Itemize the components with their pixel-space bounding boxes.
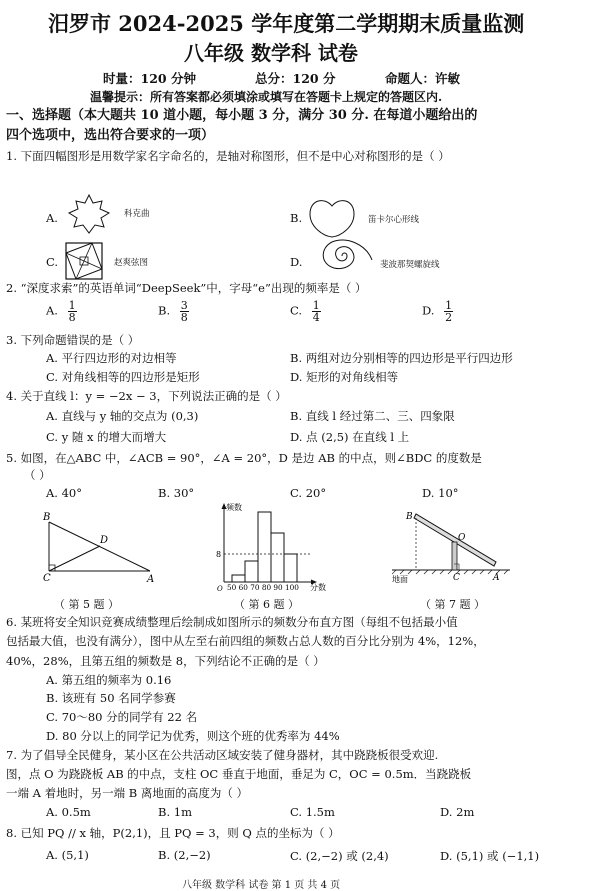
q8-stem: 8. 已知 PQ // x 轴，P(2,1)，且 PQ = 3，则 Q 点的坐标为（ ） [6,826,340,840]
exam-title: 汨罗市 2024-2025 学年度第二学期期末质量监测 [48,11,525,36]
hist-origin: O [217,585,223,593]
q3-option-c: C. 对角线相等的四边形是矩形 [46,370,200,384]
q2-option-d-fraction: $\frac{1}{2}$ [445,299,453,324]
section-heading-line2: 四个选项中，选出符合要求的一项） [6,128,215,143]
section-heading-line1: 一、选择题（本大题共 10 道小题，每小题 3 分，满分 30 分. 在每道小题给出的 [6,108,478,123]
hist-x-ticks: 50 60 70 80 90 100 [227,583,299,592]
q5-option-c: C. 20° [290,486,327,500]
figure-7-caption: （ 第 7 题 ） [420,598,485,611]
q2-option-c [290,300,321,323]
q6-option-b: B. 该班有 50 名同学参赛 [46,691,176,705]
q6-line1: 6. 某班将安全知识竞赛成绩整理后绘制成如图所示的频数分布直方图（每组不包括最小值 [6,615,458,629]
q7-option-a: A. 0.5m [46,805,91,819]
exam-author: 命题人：许敏 [385,71,461,86]
fig5-label-a: A [147,574,155,585]
q8-option-c: C. (2,−2) 或 (2,4) [290,849,389,863]
q7-line2: 图，点 O 为跷跷板 AB 的中点，支柱 OC 垂直于地面，垂足为 C，OC = 0.5m．当跷跷板 [6,767,472,781]
q4-option-d: D. 点 (2,5) 在直线 l 上 [290,430,410,444]
q3-option-b: B. 两组对边分别相等的四边形是平行四边形 [290,351,513,365]
q8-option-b: B. (2,−2) [158,848,211,862]
hist-bar-70-80 [258,512,271,582]
fig5-label-d: D [100,535,109,546]
q6-option-a: A. 第五组的频率为 0.16 [46,673,172,687]
zhaoshuang-diagram-icon [64,241,106,281]
page-footer: 八年级 数学科 试卷 第 1 页 共 4 页 [182,880,341,891]
q4-stem: 4. 关于直线 l：y = −2x − 3，下列说法正确的是（ ） [6,389,287,403]
q2-option-a [46,300,77,323]
q1-option-d: D. [290,255,303,269]
figure-6-caption: （ 第 6 题 ） [234,598,299,611]
figure-5 [40,508,160,588]
fig7-ground-label: 地面 [392,575,408,584]
q3-option-d: D. 矩形的对角线相等 [290,370,399,384]
q6-line3: 40%，28%，且第五组的频数是 8，下列结论不正确的是（ ） [6,654,325,668]
q5-option-d: D. 10° [422,486,459,500]
q8-option-a: A. (5,1) [46,848,89,862]
fig7-label-o: O [458,533,466,543]
q2-option-b [158,300,189,323]
fibonacci-spiral-icon [314,238,376,274]
q1-option-b: B. [290,211,303,225]
q4-option-b: B. 直线 l 经过第二、三、四象限 [290,409,455,423]
q2-option-c-letter: C. [290,303,303,318]
q2-stem: 2. “深度求索”的英语单词“DeepSeek”中，字母“e”出现的频率是（ ） [6,281,367,295]
fig7-label-c: C [453,573,460,583]
exam-subtitle: 八年级 数学科 试卷 [184,41,358,65]
q3-option-a: A. 平行四边形的对边相等 [46,351,177,365]
hist-bar-60-70 [245,561,258,582]
q2-option-d-letter: D. [422,303,435,318]
q1-option-c: C. [46,255,59,269]
hist-xlabel: 分数 [310,583,326,592]
cardioid-icon [307,196,357,240]
q5-option-b: B. 30° [158,486,195,500]
q2-option-d [422,300,453,323]
q7-option-c: C. 1.5m [290,805,335,819]
q7-line1: 7. 为了倡导全民健身，某小区在公共活动区域安装了健身器材，其中跷跷板很受欢迎. [6,748,439,762]
q6-line2: 包括最大值，也没有满分），图中从左至右前四组的频数占总人数的百分比分别为 4%，12%， [6,634,485,648]
fig7-label-b: B [406,512,413,522]
q1-option-c-name: 赵爽弦图 [114,258,149,268]
q2-option-c-fraction: $\frac{1}{4}$ [312,299,320,324]
exam-tip: 温馨提示：所有答案都必须填涂或填写在答题卡上规定的答题区内. [90,90,443,104]
q1-option-b-name: 笛卡尔心形线 [368,215,420,225]
q7-option-b: B. 1m [158,805,192,819]
hist-ylabel: 频数 [226,503,242,512]
q1-option-d-name: 斐波那契螺旋线 [380,260,440,270]
fig5-label-b: B [43,512,51,523]
q2-option-b-fraction: $\frac{3}{8}$ [180,299,188,324]
q6-option-d: D. 80 分以上的同学记为优秀，则这个班的优秀率为 44% [46,729,340,743]
figure-6-histogram [210,500,340,595]
koch-snowflake-icon [64,193,114,237]
hist-bar-90-100 [284,554,297,582]
q4-option-c: C. y 随 x 的增大而增大 [46,430,167,444]
exam-time: 时量：120 分钟 [103,71,196,86]
q2-option-a-letter: A. [46,303,58,318]
hist-bar-50-60 [232,575,245,582]
exam-score: 总分：120 分 [255,71,336,86]
q2-option-a-fraction: $\frac{1}{8}$ [68,299,76,324]
q5-stem-bracket: （ ） [24,468,51,482]
hist-bar-80-90 [271,533,284,582]
fig7-label-a: A [493,573,500,583]
q2-option-b-letter: B. [158,303,171,318]
q8-option-d: D. (5,1) 或 (−1,1) [440,849,540,863]
q1-option-a-name: 科克曲 [124,209,150,219]
figure-7-seesaw [392,508,512,588]
q4-option-a: A. 直线与 y 轴的交点为 (0,3) [46,409,199,423]
q5-stem: 5. 如图，在△ABC 中，∠ACB = 90°，∠A = 20°，D 是边 AB 的中点，则∠BDC 的度数是 [6,451,482,465]
fig5-label-c: C [43,573,51,584]
q1-stem: 1. 下面四幅图形是用数学家名字命名的，是轴对称图形，但不是中心对称图形的是（ ） [6,149,450,163]
q3-stem: 3. 下列命题错误的是（ ） [6,333,140,347]
q1-option-a: A. [46,211,58,225]
hist-y-tick-8: 8 [216,550,222,559]
q5-option-a: A. 40° [46,486,82,500]
figure-5-caption: （ 第 5 题 ） [54,598,119,611]
q7-line3: 一端 A 着地时，另一端 B 离地面的高度为（ ） [6,786,249,800]
q7-option-d: D. 2m [440,805,475,819]
q6-option-c: C. 70～80 分的同学有 22 名 [46,710,198,724]
